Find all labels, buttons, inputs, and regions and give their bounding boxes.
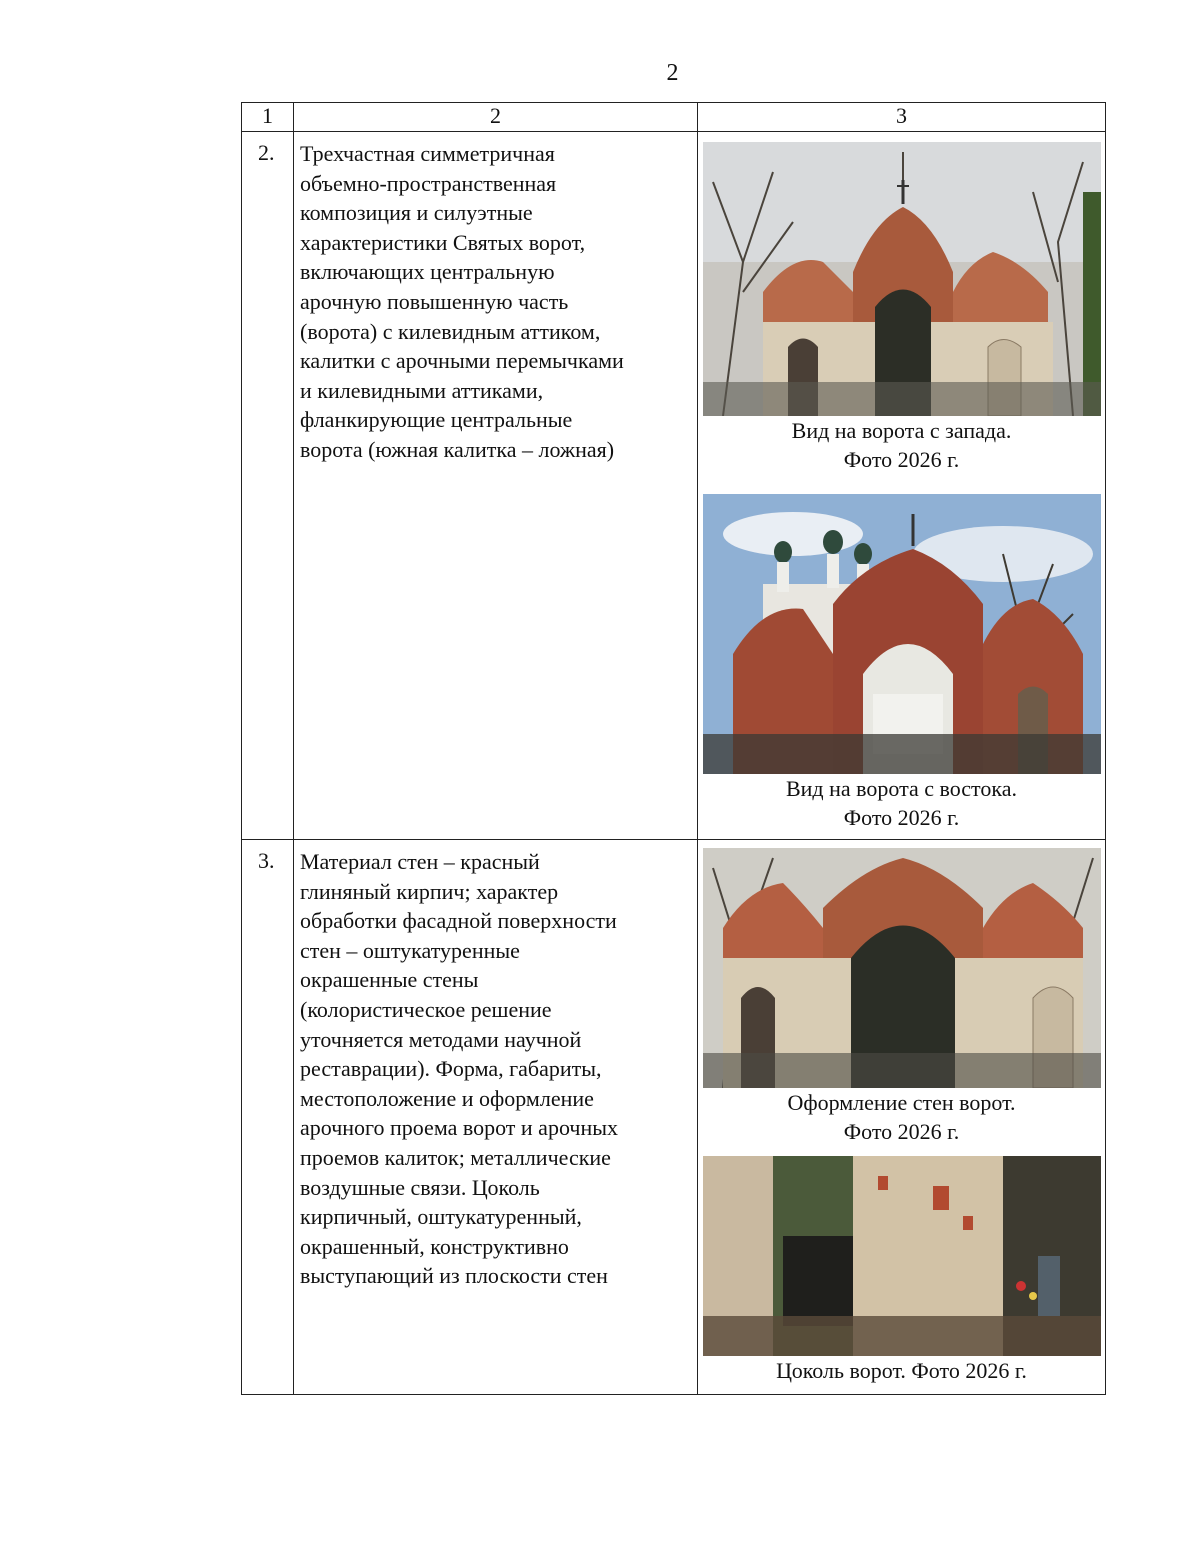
- page-number: 2: [666, 60, 679, 86]
- description-line: глиняный кирпич; характер: [300, 878, 559, 904]
- description-line: фланкирующие центральные: [300, 407, 573, 433]
- header-col-2: 2: [294, 103, 698, 132]
- description-line: выступающий из плоскости стен: [300, 1263, 608, 1289]
- description-line: кирпичный, оштукатуренный,: [300, 1204, 582, 1230]
- description-line: воздушные связи. Цоколь: [300, 1174, 540, 1200]
- description-line: Материал стен – красный: [300, 849, 540, 874]
- description-line: (ворота) с килевидным аттиком,: [300, 318, 601, 344]
- photo-gate-west-view: [703, 142, 1101, 416]
- description-line: и килевидными аттиками,: [300, 377, 544, 403]
- photo-caption: Вид на ворота с запада.: [791, 418, 1012, 443]
- photo-caption: Оформление стен ворот.: [787, 1090, 1016, 1115]
- description-line: обработки фасадной поверхности: [300, 908, 617, 934]
- photo-caption: Фото 2026 г.: [843, 805, 960, 830]
- photo-caption: Фото 2026 г.: [843, 1119, 960, 1144]
- description-line: стен – оштукатуренные: [300, 937, 520, 963]
- description-line: местоположение и оформление: [300, 1085, 594, 1111]
- description-line: Трехчастная симметричная: [300, 141, 555, 166]
- description-line: проемов калиток; металлические: [300, 1144, 611, 1170]
- row-photos: [698, 840, 1106, 1395]
- description-line: композиция и силуэтные: [300, 200, 533, 226]
- description-line: реставрации). Форма, габариты,: [300, 1056, 602, 1082]
- description-line: арочного проема ворот и арочных: [300, 1115, 619, 1141]
- description-line: окрашенный, конструктивно: [300, 1233, 569, 1259]
- table-row: [242, 840, 1106, 1395]
- description-line: объемно-пространственная: [300, 170, 557, 196]
- row-description: [294, 840, 698, 1395]
- table-row: [242, 132, 1106, 840]
- description-line: окрашенные стены: [300, 967, 479, 993]
- description-line: (колористическое решение: [300, 996, 552, 1022]
- description-line: включающих центральную: [300, 259, 555, 285]
- features-table: [241, 102, 1106, 1395]
- table-header-row: [242, 103, 1106, 132]
- photo-caption: Цоколь ворот. Фото 2026 г.: [776, 1358, 1027, 1383]
- photo-gate-walls: [703, 848, 1101, 1088]
- photo-gate-plinth: [703, 1156, 1101, 1356]
- description-line: ворота (южная калитка – ложная): [300, 436, 615, 462]
- description-line: уточняется методами научной: [300, 1026, 582, 1052]
- description-line: арочную повышенную часть: [300, 288, 569, 314]
- row-number: 3.: [242, 840, 294, 1395]
- description-line: калитки с арочными перемычками: [300, 348, 624, 374]
- header-col-1: 1: [242, 103, 294, 132]
- photo-caption: Вид на ворота с востока.: [785, 776, 1018, 801]
- row-description: [294, 132, 698, 840]
- description-line: характеристики Святых ворот,: [300, 229, 586, 255]
- row-photos: [698, 132, 1106, 840]
- photo-caption: Фото 2026 г.: [843, 447, 960, 472]
- photo-gate-east-view: [703, 494, 1101, 774]
- header-col-3: 3: [698, 103, 1106, 132]
- row-number: 2.: [242, 132, 294, 840]
